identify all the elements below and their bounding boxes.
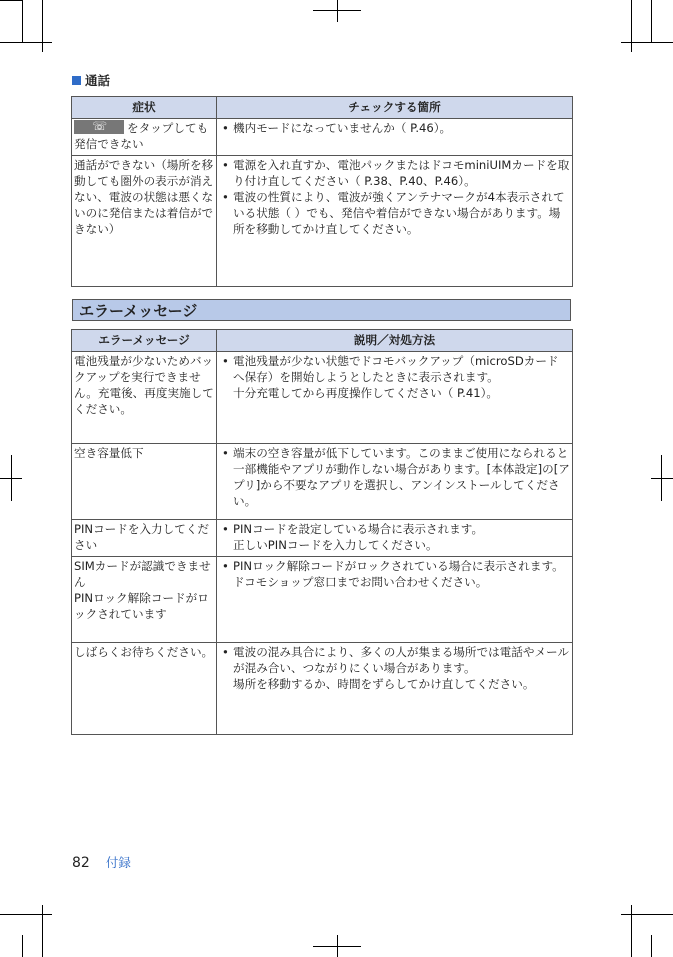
page-footer bbox=[72, 853, 131, 871]
list-item: • 電波の混み具合により、多くの人が集まる場所では電話やメールが混み合い、つながりにくい場合があります。 場所を移動するか、時間をずらしてかけ直してください。 bbox=[219, 644, 570, 692]
crop-mark bbox=[11, 455, 12, 501]
crop-mark bbox=[621, 42, 673, 43]
square-bullet-icon bbox=[72, 76, 81, 85]
crop-mark bbox=[631, 905, 632, 957]
list-item: • PINロック解除コードがロックされている場合に表示されます。ドコモショップ窓口までお問い合わせください。 bbox=[219, 558, 570, 590]
crop-mark bbox=[22, 0, 23, 42]
description-cell bbox=[217, 557, 573, 643]
column-header: 説明／対処方法 bbox=[217, 330, 573, 352]
description-cell bbox=[217, 444, 573, 520]
table-row bbox=[72, 444, 573, 520]
list-item: • 電源を入れ直すか、電池パックまたはドコモminiUIMカードを取り付け直してください（ P.38、P.40、P.46）。 bbox=[219, 157, 570, 189]
crop-mark bbox=[651, 478, 673, 479]
list-item: • 機内モードになっていませんか（ P.46）。 bbox=[219, 120, 570, 136]
crop-mark bbox=[631, 0, 632, 52]
list-item: • 端末の空き容量が低下しています。このままご使用になられると一部機能やアプリが動作しない場合があります。[本体設定]の[アプリ]から不要なアプリを選択し、アンインストールしてください。 bbox=[219, 445, 570, 509]
list-item: • PINコードを設定している場合に表示されます。 正しいPINコードを入力してください。 bbox=[219, 521, 570, 553]
crop-mark bbox=[42, 0, 43, 52]
check-cell bbox=[217, 119, 573, 156]
crop-mark bbox=[42, 905, 43, 957]
table-row bbox=[72, 520, 573, 557]
crop-mark bbox=[621, 914, 673, 915]
check-cell bbox=[217, 156, 573, 287]
crop-mark bbox=[0, 0, 22, 1]
description-cell bbox=[217, 643, 573, 735]
crop-mark bbox=[337, 935, 338, 957]
table-row bbox=[72, 352, 573, 444]
crop-mark bbox=[0, 914, 52, 915]
page-number: 82 bbox=[72, 855, 90, 871]
error-table bbox=[71, 329, 573, 735]
column-header: 症状 bbox=[72, 97, 217, 119]
table-row bbox=[72, 643, 573, 735]
crop-mark bbox=[661, 455, 662, 501]
message-cell: 空き容量低下 bbox=[72, 444, 217, 520]
error-section-banner: エラーメッセージ bbox=[72, 299, 571, 321]
crop-mark bbox=[337, 0, 338, 22]
column-header: エラーメッセージ bbox=[72, 330, 217, 352]
section-title: 通話 bbox=[72, 71, 110, 89]
phone-icon bbox=[74, 120, 124, 134]
crop-mark bbox=[0, 42, 52, 43]
description-cell bbox=[217, 520, 573, 557]
list-item: • 電池残量が少ない状態でドコモバックアップ（microSDカードへ保存）を開始しようとしたときに表示されます。 十分充電してから再度操作してください（ P.41）。 bbox=[219, 353, 570, 401]
footer-section: 付録 bbox=[105, 855, 131, 870]
symptom-cell: 通話ができない（場所を移動しても圏外の表示が消えない、電波の状態は悪くないのに発信または着信ができない） bbox=[72, 156, 217, 287]
table-row bbox=[72, 557, 573, 643]
message-cell: SIMカードが認識できません PINロック解除コードがロックされています bbox=[72, 557, 217, 643]
message-cell: PINコードを入力してください bbox=[72, 520, 217, 557]
column-header: チェックする箇所 bbox=[217, 97, 573, 119]
list-item: • 電波の性質により、電波が強くアンテナマークが4本表示されている状態（ ）でも、発信や着信ができない場合があります。場所を移動してかけ直してください。 bbox=[219, 189, 570, 237]
message-cell: 電池残量が少ないためバックアップを実行できません。充電後、再度実施してください。 bbox=[72, 352, 217, 444]
crop-mark bbox=[651, 0, 652, 42]
table-row bbox=[72, 119, 573, 156]
message-cell: しばらくお待ちください。 bbox=[72, 643, 217, 735]
description-cell bbox=[217, 352, 573, 444]
crop-mark bbox=[22, 935, 23, 957]
symptom-cell: ☏をタップしても発信できない bbox=[72, 119, 217, 156]
call-table bbox=[71, 96, 573, 287]
table-row bbox=[72, 156, 573, 287]
crop-mark bbox=[651, 935, 652, 957]
